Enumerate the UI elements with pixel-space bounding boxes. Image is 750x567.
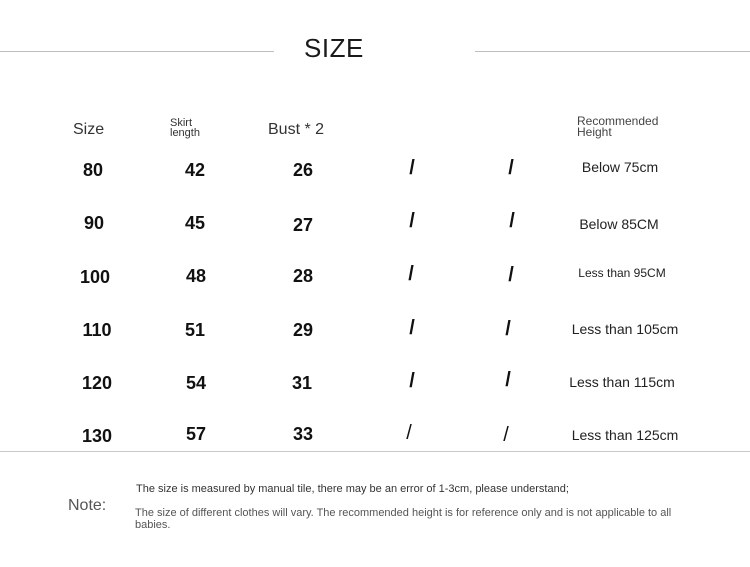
header-bust: Bust * 2 (268, 121, 325, 138)
cell-col5: / (508, 264, 514, 286)
header-size: Size (73, 121, 105, 138)
cell-bust: 27 (292, 215, 314, 235)
cell-skirt: 57 (185, 424, 207, 444)
cell-col4: / (406, 422, 412, 444)
cell-bust: 33 (292, 424, 314, 444)
title-rule-left (0, 51, 274, 52)
cell-size: 90 (83, 213, 105, 233)
header-rec-line2: Height (577, 125, 612, 139)
section-divider (0, 451, 750, 452)
cell-size: 130 (81, 426, 113, 446)
cell-size: 100 (79, 267, 111, 287)
cell-bust: 29 (292, 320, 314, 340)
cell-size: 110 (82, 320, 112, 340)
cell-col4: / (408, 263, 414, 285)
cell-height: Below 75cm (581, 159, 659, 175)
cell-height: Below 85CM (579, 216, 659, 232)
cell-height: Less than 105cm (571, 321, 679, 337)
cell-size: 80 (82, 160, 104, 180)
cell-col4: / (409, 210, 415, 232)
header-skirt-line1: Skirt (170, 117, 192, 129)
cell-col4: / (409, 370, 415, 392)
cell-skirt: 54 (185, 373, 207, 393)
cell-bust: 26 (292, 160, 314, 180)
cell-skirt: 51 (184, 320, 206, 340)
cell-col5: / (509, 210, 515, 232)
cell-col5: / (505, 369, 511, 391)
page-title: SIZE (304, 33, 364, 63)
cell-skirt: 42 (184, 160, 206, 180)
cell-height: Less than 115cm (569, 374, 675, 390)
cell-col4: / (409, 157, 415, 179)
header-recommended-height (577, 116, 658, 138)
cell-bust: 28 (292, 266, 314, 286)
title-rule-right (475, 51, 750, 52)
cell-col5: / (503, 424, 509, 446)
cell-col5: / (505, 318, 511, 340)
note-line-2: The size of different clothes will vary. The recommended height is for reference only and is not applicable to all babies. (135, 507, 672, 531)
cell-height: Less than 125cm (571, 427, 679, 443)
cell-col4: / (409, 317, 415, 339)
cell-height: Less than 95CM (578, 266, 666, 280)
header-skirt-length (170, 118, 200, 138)
header-rec-line1: Recommended (577, 114, 659, 128)
cell-skirt: 45 (184, 213, 206, 233)
cell-skirt: 48 (185, 266, 207, 286)
note-line-1: The size is measured by manual tile, there may be an error of 1-3cm, please understand; (136, 483, 569, 495)
cell-bust: 31 (291, 373, 313, 393)
cell-size: 120 (81, 373, 113, 393)
header-skirt-line2: length (170, 127, 200, 139)
cell-col5: / (508, 157, 514, 179)
note-label: Note: (68, 497, 107, 514)
